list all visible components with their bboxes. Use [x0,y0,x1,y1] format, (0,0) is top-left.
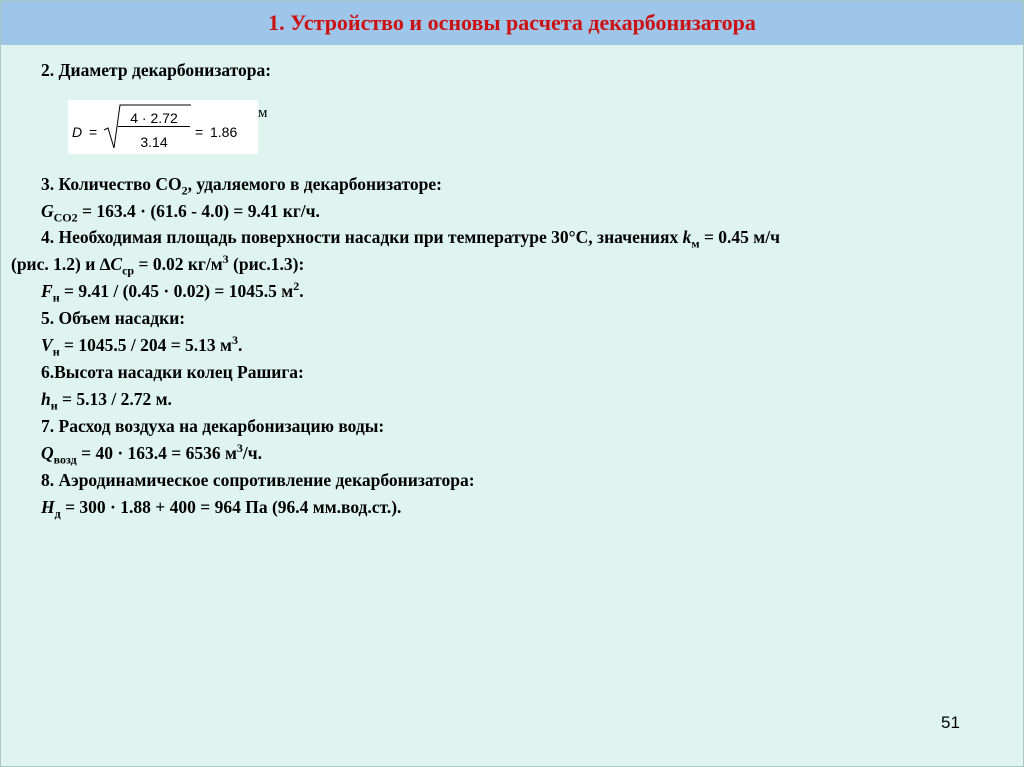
diameter-formula [68,100,258,154]
q-equation: $Q_{возд} = 40 \cdot 163.4 = 6536$ $м^3/ч$. [41,441,263,467]
resistance-heading: 8. Аэродинамическое сопротивление декарбонизатора: [41,470,475,490]
hn-equation: $h_н = 5.13 / 2.72$ м. [41,389,172,413]
height-heading: 6.Высота насадки колец Рашига: [41,362,304,382]
volume-heading: 5. Объем насадки: [41,308,186,328]
slide-title: 1. Устройство и основы расчета декарбонизатора [268,10,756,35]
page-number: 51 [941,713,960,732]
air-heading: 7. Расход воздуха на декарбонизацию воды: [41,416,385,436]
formula-equals: = [89,124,98,140]
area-heading-line1: 4. Необходимая площадь поверхности насадки при температуре 30°С, значениях $k_м = 0.45$ м/ч [41,227,780,251]
formula-unit: м [258,105,268,121]
area-heading-line2: (рис. 1.2) и $\Delta C_{ср} = 0.02$ $кг/м^3$ (рис.1.3): [11,252,305,278]
fn-equation: $F_н = 9.41 / (0.45 \cdot 0.02) = 1045.5$ $м^2$. [41,279,304,305]
gco2-equation: $G_{CO2} = 163.4 \cdot (61.6 - 4.0) = 9.41$ кг/ч. [41,201,320,225]
title-bar [1,1,1023,45]
hd-equation: $H_д = 300 \cdot 1.88 + 400 = 964$ Па (96.4 мм.вод.ст.). [41,497,402,521]
formula-equals-2: = [195,124,204,140]
vn-equation: $V_н = 1045.5 / 204 = 5.13$ $м^3$. [41,333,243,359]
diameter-heading: 2. Диаметр декарбонизатора: [41,60,272,80]
formula-denominator: 3.14 [140,134,168,150]
formula-result: 1.86 [210,124,238,140]
fraction-bar [118,126,190,127]
co2-heading: 3. Количество $СО_2$, удаляемого в декарбонизаторе: [41,174,442,198]
formula-numerator: 4 · 2.72 [130,110,178,126]
formula-lhs: D [72,124,83,140]
